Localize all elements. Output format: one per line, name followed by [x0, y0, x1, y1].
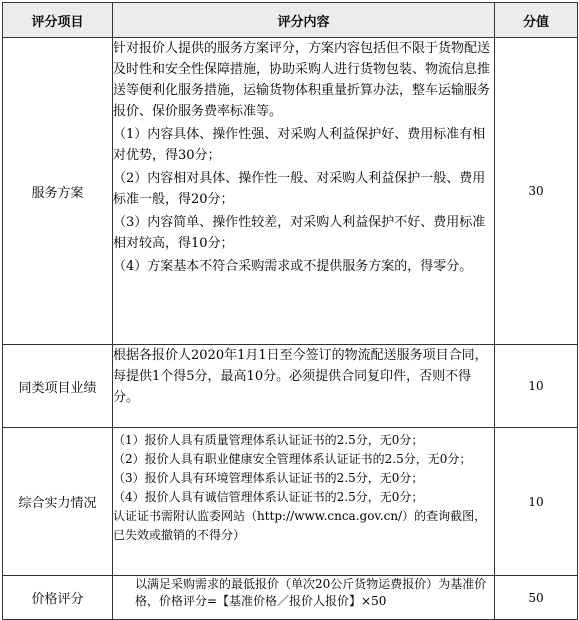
content-paragraph: 根据各报价人2020年1月1日至今签订的物流配送服务项目合同，每提供1个得5分，最高10分。必须提供合同复印件，否则不得分。 [113, 348, 488, 405]
row-score-service-plan: 30 [495, 38, 578, 345]
content-paragraph: 认证证书需附认监委网站（http://www.cnca.gov.cn/）的查询截图，已失效或撤销的不得分） [113, 509, 487, 542]
header-row [3, 3, 578, 38]
row-item-similar-projects: 同类项目业绩 [3, 345, 113, 428]
content-paragraph: （1）报价人具有质量管理体系认证证书的2.5分，无0分； [113, 433, 424, 447]
content-paragraph: 以满足采购需求的最低报价（单次20公斤货物运费报价）为基准价格，价格评分=【基准价格／报价人报价】×50 [135, 577, 487, 608]
row-score-overall-strength: 10 [495, 428, 578, 576]
table-row [3, 345, 578, 428]
content-paragraph: （3）内容简单、操作性较差，对采购人利益保护不好、费用标准相对较高，得10分； [113, 215, 486, 251]
row-content-overall-strength [113, 428, 495, 576]
header-content: 评分内容 [113, 3, 495, 38]
content-paragraph: （1）内容具体、操作性强、对采购人利益保护好、费用标准有相对优势，得30分； [113, 127, 486, 163]
table-row [3, 428, 578, 576]
scoring-table [2, 2, 578, 620]
content-paragraph: （2）报价人具有职业健康安全管理体系认证证书的2.5分，无0分； [113, 452, 472, 466]
table-row [3, 576, 578, 620]
content-paragraph: （4）报价人具有诚信管理体系认证证书的2.5分，无0分； [113, 490, 424, 504]
content-paragraph: （2）内容相对具体、操作性一般、对采购人利益保护一般、费用标准一般，得20分； [113, 171, 486, 207]
row-score-similar-projects: 10 [495, 345, 578, 428]
header-score: 分值 [495, 3, 578, 38]
content-paragraph: （3）报价人具有环境管理体系认证证书的2.5分，无0分； [113, 471, 424, 485]
row-item-price: 价格评分 [3, 576, 113, 620]
row-item-overall-strength: 综合实力情况 [3, 428, 113, 576]
content-paragraph: （4）方案基本不符合采购需求或不提供服务方案的，得零分。 [113, 259, 473, 274]
table-row [3, 38, 578, 345]
content-paragraph: 针对报价人提供的服务方案评分，方案内容包括但不限于货物配送及时性和安全性保障措施，协助采购人进行货物包装、物流信息推送等便利化服务措施，运输货物体积重量折算办法，整车运输服务报价、保价服务费率标准等。 [113, 41, 491, 119]
row-content-price [113, 576, 495, 620]
row-score-price: 50 [495, 576, 578, 620]
header-item: 评分项目 [3, 3, 113, 38]
row-item-service-plan: 服务方案 [3, 38, 113, 345]
row-content-similar-projects [113, 345, 495, 428]
row-content-service-plan [113, 38, 495, 345]
